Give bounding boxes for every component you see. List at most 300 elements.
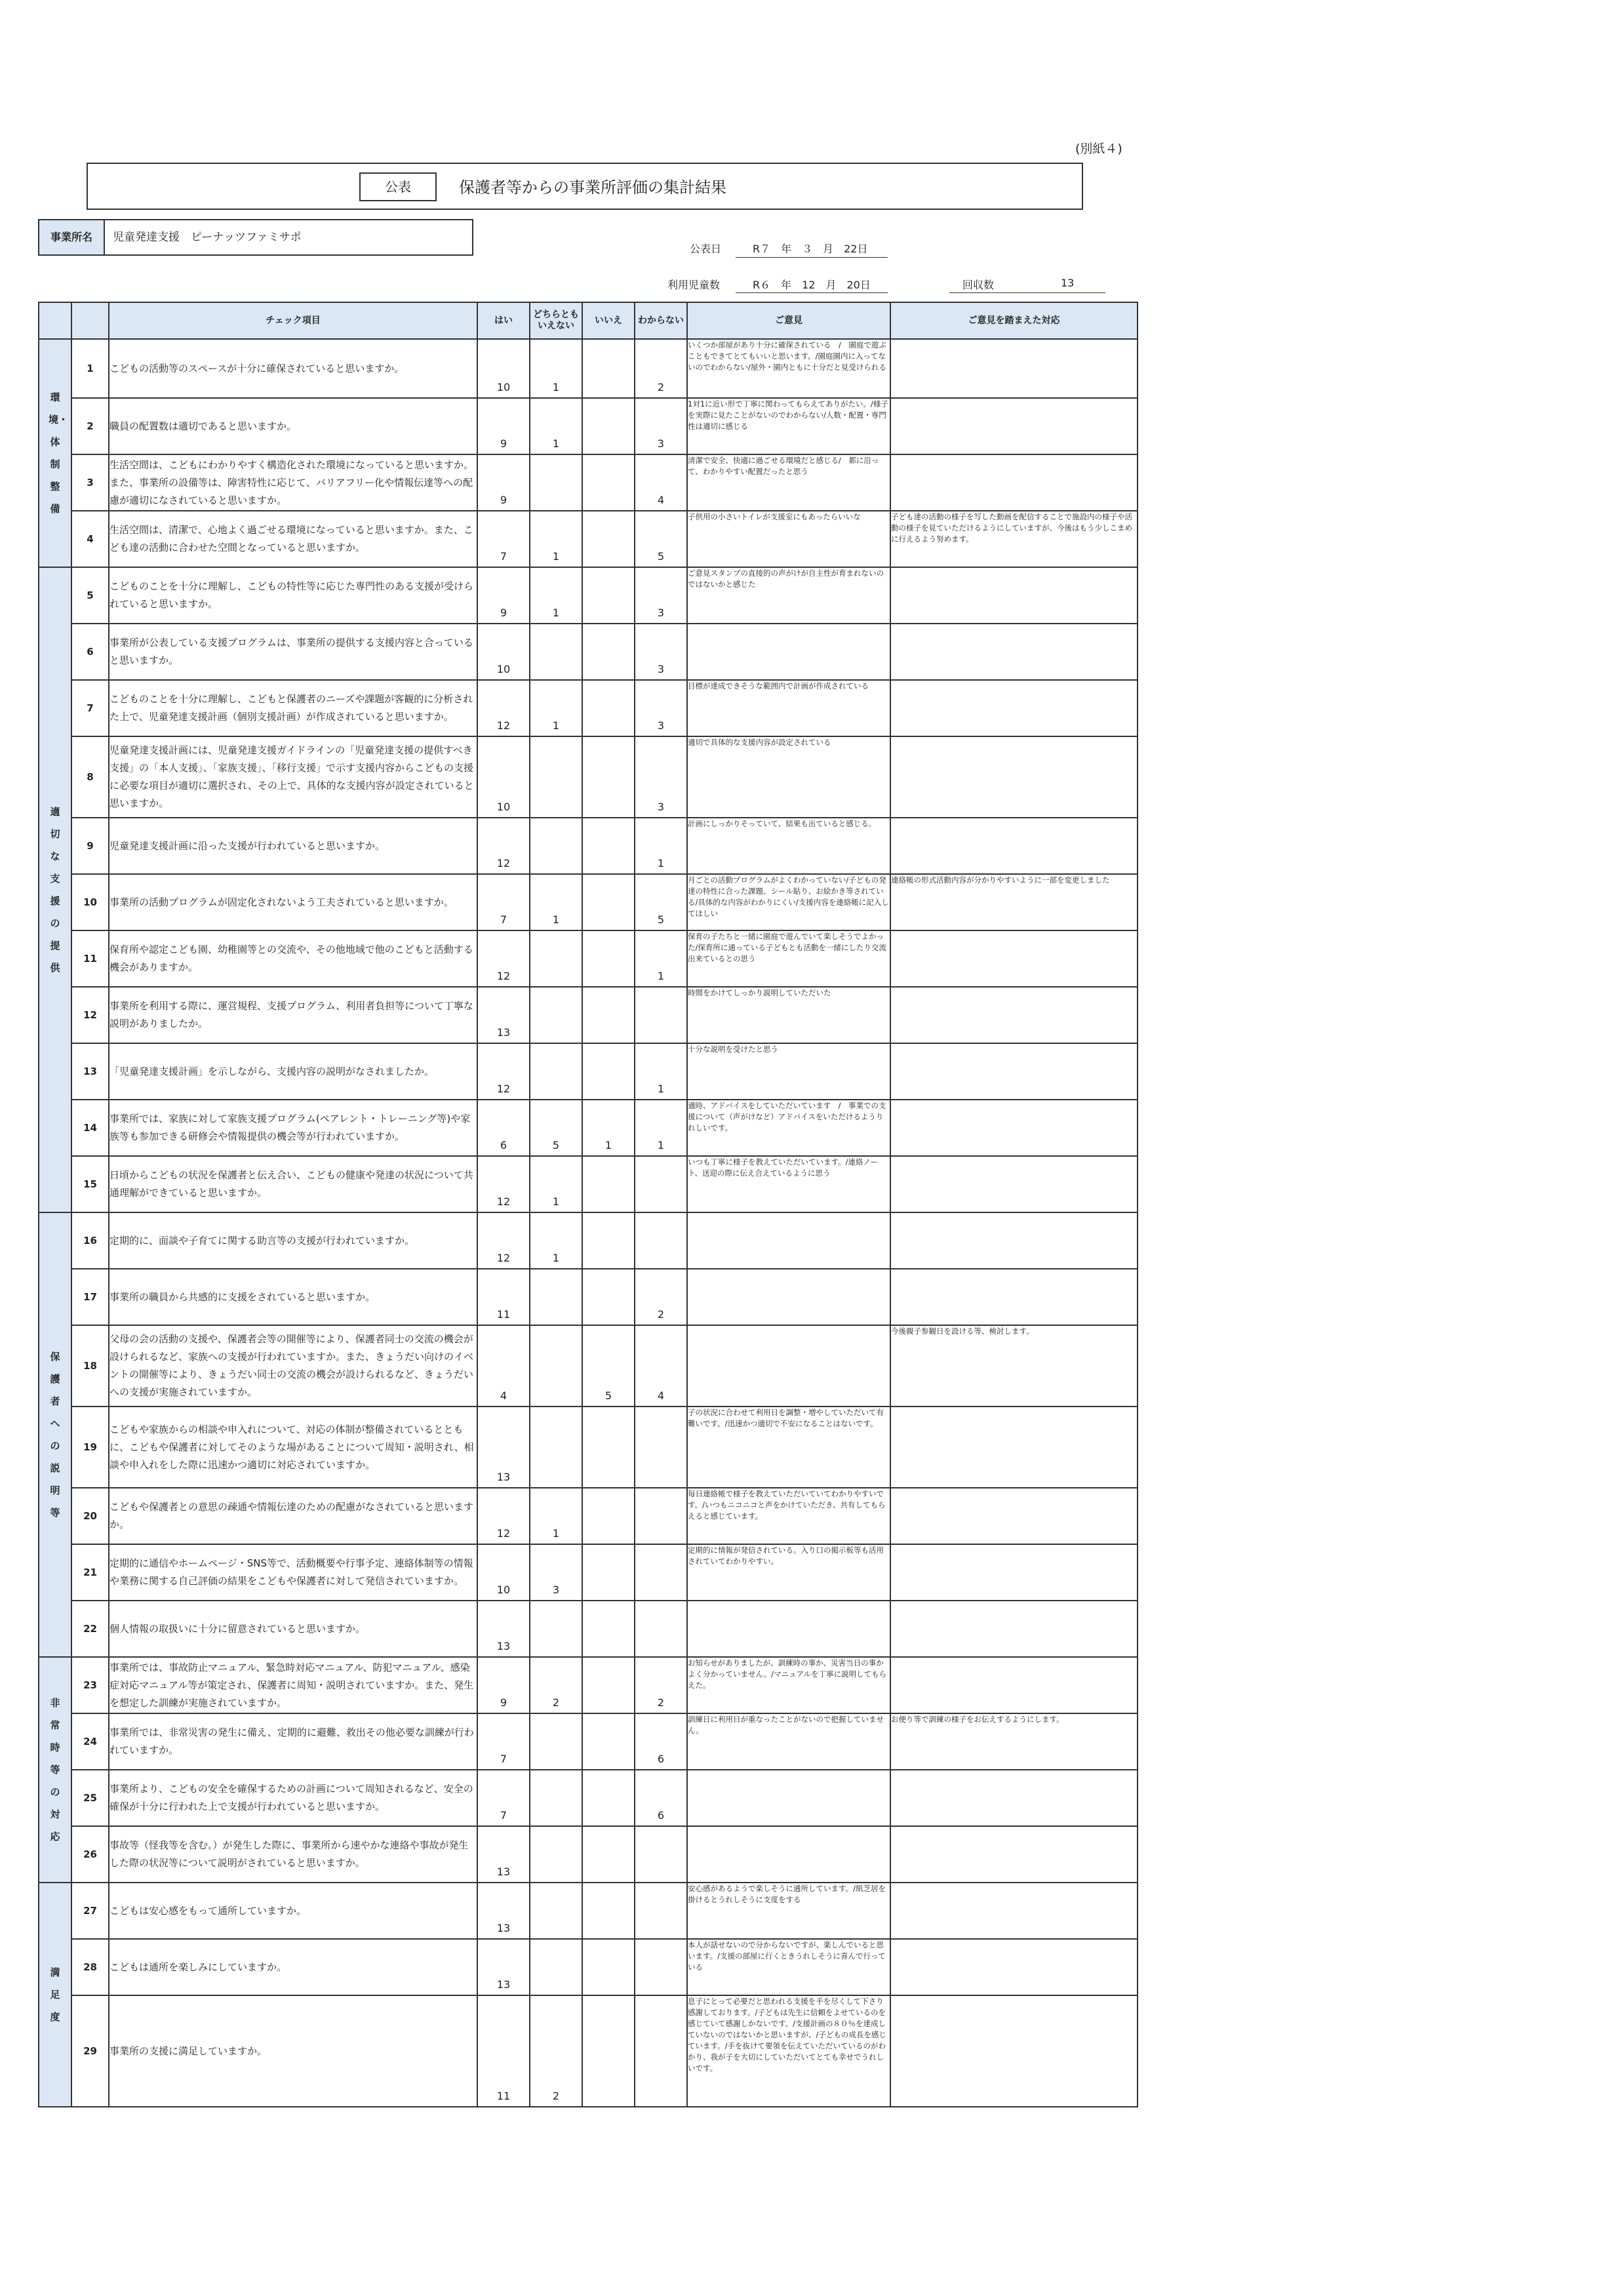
item-number: 10 <box>71 874 109 930</box>
table-row <box>39 1713 1138 1770</box>
count-unknown <box>635 930 687 987</box>
check-item-text: 事業所の活動プログラムが固定化されないよう工夫されていると思いますか。 <box>109 874 477 930</box>
count-unknown <box>635 1269 687 1325</box>
item-number: 8 <box>71 736 109 818</box>
count-yes-value: 12 <box>496 970 511 982</box>
count-neither <box>530 874 582 930</box>
count-unknown-value: 2 <box>657 1696 665 1709</box>
check-item-text: こどもは通所を楽しみにしていますか。 <box>109 1939 477 1995</box>
category-label: 環境・体制整備 <box>49 391 69 515</box>
count-yes <box>477 1156 530 1212</box>
count-unknown <box>635 1156 687 1212</box>
check-item-text: 生活空間は、こどもにわかりやすく構造化された環境になっていると思いますか。また、事業所の設備等は、障害特性に応じて、バリアフリー化や情報伝達等への配慮が適切になされていると思いますか。 <box>109 454 477 511</box>
count-unknown <box>635 1100 687 1156</box>
count-neither-value: 2 <box>552 2090 560 2102</box>
count-no <box>582 1939 635 1995</box>
item-number: 26 <box>71 1826 109 1883</box>
count-yes-value: 7 <box>500 550 507 563</box>
item-number: 22 <box>71 1601 109 1657</box>
count-yes-value: 13 <box>496 1866 511 1878</box>
count-unknown <box>635 736 687 818</box>
count-unknown <box>635 454 687 511</box>
check-item-text: 児童発達支援計画に沿った支援が行われていると思いますか。 <box>109 818 477 874</box>
count-yes <box>477 1939 530 1995</box>
table-row <box>39 1043 1138 1100</box>
count-neither-value: 1 <box>552 437 560 450</box>
table-row <box>39 1156 1138 1212</box>
check-item-text: 事業所を利用する際に、運営規程、支援プログラム、利用者負担等について丁寧な説明がありましたか。 <box>109 987 477 1043</box>
response-cell <box>890 454 1138 511</box>
header-number <box>71 302 109 339</box>
count-yes <box>477 339 530 398</box>
count-neither <box>530 398 582 454</box>
count-unknown <box>635 624 687 680</box>
item-number: 1 <box>71 339 109 398</box>
opinion-cell: いくつか部屋があり十分に確保されている / 園庭で遊ぶこともできてとてもいいと思います。/園庭園内に入ってないのでわからない/屋外・園内ともに十分だと見受けられる <box>687 339 890 398</box>
count-unknown-value: 3 <box>657 607 665 619</box>
office-name: 児童発達支援 ピーナッツファミサポ <box>113 231 302 244</box>
count-unknown <box>635 1770 687 1826</box>
count-yes-value: 12 <box>496 1252 511 1264</box>
opinion-cell: お知らせがありましたが、訓練時の事か、災害当日の事かよく分かっていません。/マニュアルを丁寧に説明してもらえた。 <box>687 1657 890 1713</box>
responses-underline <box>949 292 1105 293</box>
table-row <box>39 736 1138 818</box>
count-neither <box>530 511 582 567</box>
count-neither-value: 3 <box>552 1584 560 1596</box>
count-unknown <box>635 818 687 874</box>
check-item-text: 事業所では、非常災害の発生に備え、定期的に避難、救出その他必要な訓練が行われていますか。 <box>109 1713 477 1770</box>
count-no-value: 5 <box>604 1389 612 1402</box>
count-unknown <box>635 1601 687 1657</box>
opinion-cell: 子の状況に合わせて利用日を調整・増やしていただいて有難いです。/迅速かつ適切で不安になることはないです。 <box>687 1407 890 1488</box>
count-unknown <box>635 1407 687 1488</box>
count-unknown-value: 3 <box>657 719 665 732</box>
table-header-row <box>39 302 1138 339</box>
count-neither <box>530 818 582 874</box>
count-neither <box>530 1156 582 1212</box>
response-cell <box>890 987 1138 1043</box>
count-yes-value: 10 <box>496 1584 511 1596</box>
count-no <box>582 1269 635 1325</box>
table-row <box>39 567 1138 624</box>
count-neither <box>530 1043 582 1100</box>
count-yes <box>477 1043 530 1100</box>
count-yes <box>477 987 530 1043</box>
count-no <box>582 987 635 1043</box>
count-yes-value: 9 <box>500 437 507 450</box>
item-number: 21 <box>71 1544 109 1601</box>
category-label: 満足度 <box>50 1966 60 2023</box>
count-neither <box>530 1325 582 1407</box>
count-no <box>582 1100 635 1156</box>
count-neither <box>530 454 582 511</box>
item-number: 12 <box>71 987 109 1043</box>
check-item-text: 事業所より、こどもの安全を確保するための計画について周知されるなど、安全の確保が十分に行われた上で支援が行われていると思いますか。 <box>109 1770 477 1826</box>
count-yes <box>477 1601 530 1657</box>
check-item-text: こどものことを十分に理解し、こどもの特性等に応じた専門性のある支援が受けられていると思いますか。 <box>109 567 477 624</box>
count-unknown <box>635 567 687 624</box>
response-cell <box>890 1995 1138 2107</box>
opinion-cell: 毎日連絡帳で様子を教えていただいていてわかりやすいです。/いつもニコニコと声をかけていただき、共有してもらえると感じています。 <box>687 1488 890 1544</box>
category-cell <box>39 1657 71 1883</box>
count-unknown <box>635 1939 687 1995</box>
count-yes-value: 9 <box>500 494 507 506</box>
category-cell <box>39 1883 71 2107</box>
count-unknown-value: 1 <box>657 1139 665 1151</box>
opinion-cell: 十分な説明を受けたと思う <box>687 1043 890 1100</box>
count-unknown <box>635 874 687 930</box>
check-item-text: 定期的に、面談や子育てに関する助言等の支援が行われていますか。 <box>109 1212 477 1269</box>
count-yes <box>477 1770 530 1826</box>
response-cell <box>890 1939 1138 1995</box>
count-unknown <box>635 1826 687 1883</box>
opinion-cell: 子供用の小さいトイレが支援室にもあったらいいな <box>687 511 890 567</box>
table-row <box>39 1657 1138 1713</box>
count-unknown <box>635 1883 687 1939</box>
item-number: 13 <box>71 1043 109 1100</box>
count-yes <box>477 680 530 736</box>
count-yes-value: 4 <box>500 1389 507 1402</box>
count-no <box>582 1156 635 1212</box>
count-neither <box>530 567 582 624</box>
response-cell <box>890 567 1138 624</box>
item-number: 20 <box>71 1488 109 1544</box>
count-neither <box>530 1826 582 1883</box>
count-yes-value: 9 <box>500 1696 507 1709</box>
check-item-text: 「児童発達支援計画」を示しながら、支援内容の説明がなされましたか。 <box>109 1043 477 1100</box>
category-label: 非常時等の対応 <box>50 1697 60 1843</box>
response-cell <box>890 1657 1138 1713</box>
count-neither-value: 1 <box>552 1252 560 1264</box>
count-neither-value: 2 <box>552 1696 560 1709</box>
table-row <box>39 1544 1138 1601</box>
count-no <box>582 1883 635 1939</box>
count-neither <box>530 1713 582 1770</box>
count-yes <box>477 930 530 987</box>
count-yes <box>477 1269 530 1325</box>
item-number: 28 <box>71 1939 109 1995</box>
response-cell <box>890 1100 1138 1156</box>
count-neither <box>530 1995 582 2107</box>
item-number: 14 <box>71 1100 109 1156</box>
count-no <box>582 818 635 874</box>
count-yes <box>477 511 530 567</box>
header-neither: どちらともいえない <box>530 302 582 339</box>
count-yes <box>477 1407 530 1488</box>
check-item-text: 事業所の支援に満足していますか。 <box>109 1995 477 2107</box>
count-unknown <box>635 1544 687 1601</box>
opinion-cell: 計画にしっかりそっていて、結果も出ていると感じる。 <box>687 818 890 874</box>
count-unknown-value: 5 <box>657 913 665 926</box>
count-yes-value: 10 <box>496 381 511 393</box>
count-no <box>582 930 635 987</box>
item-number: 2 <box>71 398 109 454</box>
count-yes <box>477 818 530 874</box>
table-row <box>39 1407 1138 1488</box>
opinion-cell: 保育の子たちと一緒に園庭で遊んでいて楽しそうでよかった/保育所に通っている子どもとも活動を一緒にしたり交流出来ているとの思う <box>687 930 890 987</box>
count-unknown <box>635 987 687 1043</box>
opinion-cell: ご意見スタンプの直接的の声がけが自主性が育まれないのではないかと感じた <box>687 567 890 624</box>
count-no <box>582 1043 635 1100</box>
count-neither <box>530 1770 582 1826</box>
count-unknown <box>635 1488 687 1544</box>
count-no <box>582 1407 635 1488</box>
table-row <box>39 1995 1138 2107</box>
count-yes <box>477 1657 530 1713</box>
count-yes <box>477 1100 530 1156</box>
count-unknown <box>635 1657 687 1713</box>
count-neither-value: 1 <box>552 913 560 926</box>
response-cell <box>890 624 1138 680</box>
count-yes-value: 13 <box>496 1978 511 1991</box>
item-number: 19 <box>71 1407 109 1488</box>
count-unknown <box>635 1713 687 1770</box>
count-unknown-value: 2 <box>657 1308 665 1321</box>
count-yes-value: 12 <box>496 719 511 732</box>
count-no <box>582 1488 635 1544</box>
response-cell <box>890 736 1138 818</box>
response-cell <box>890 818 1138 874</box>
table-row <box>39 680 1138 736</box>
count-yes-value: 13 <box>496 1640 511 1652</box>
header-no: いいえ <box>582 302 635 339</box>
responses-label: 回収数 <box>962 279 995 291</box>
header-category <box>39 302 71 339</box>
opinion-cell: いつも丁寧に様子を教えていただいています。/連絡ノート、送迎の際に伝え合えているように思う <box>687 1156 890 1212</box>
count-yes <box>477 874 530 930</box>
count-yes <box>477 1544 530 1601</box>
table-row <box>39 398 1138 454</box>
count-unknown-value: 1 <box>657 970 665 982</box>
item-number: 4 <box>71 511 109 567</box>
count-unknown-value: 3 <box>657 437 665 450</box>
table-row <box>39 987 1138 1043</box>
count-unknown-value: 6 <box>657 1753 665 1765</box>
response-cell <box>890 1770 1138 1826</box>
count-unknown-value: 2 <box>657 381 665 393</box>
opinion-cell: 安心感があるようで楽しそうに通所しています。/紙芝居を掛けるとうれしそうに支度をする <box>687 1883 890 1939</box>
publish-date-underline <box>736 257 888 258</box>
count-yes-value: 7 <box>500 1809 507 1822</box>
count-unknown-value: 4 <box>657 1389 665 1402</box>
attachment-label: (別紙４) <box>1075 142 1122 156</box>
opinion-cell: 定期的に情報が発信されている。入り口の掲示板等も活用されていてわかりやすい。 <box>687 1544 890 1601</box>
table-row <box>39 1770 1138 1826</box>
count-no <box>582 874 635 930</box>
item-number: 27 <box>71 1883 109 1939</box>
count-neither <box>530 930 582 987</box>
response-cell <box>890 680 1138 736</box>
publish-date: R７ 年 ３ 月 22日 <box>753 243 868 255</box>
table-row <box>39 624 1138 680</box>
table-row <box>39 1325 1138 1407</box>
check-item-text: 職員の配置数は適切であると思いますか。 <box>109 398 477 454</box>
opinion-cell: 目標が達成できそうな範囲内で計画が作成されている <box>687 680 890 736</box>
count-neither <box>530 736 582 818</box>
count-unknown-value: 6 <box>657 1809 665 1822</box>
count-no <box>582 1601 635 1657</box>
count-neither-value: 1 <box>552 550 560 563</box>
count-yes <box>477 1883 530 1939</box>
count-yes <box>477 624 530 680</box>
count-yes-value: 10 <box>496 801 511 813</box>
table-row <box>39 1488 1138 1544</box>
item-number: 25 <box>71 1770 109 1826</box>
table-row <box>39 454 1138 511</box>
table-row <box>39 1100 1138 1156</box>
check-item-text: 事故等（怪我等を含む。）が発生した際に、事業所から速やかな連絡や事故が発生した際の状況等について説明がされていると思いますか。 <box>109 1826 477 1883</box>
table-row <box>39 1939 1138 1995</box>
count-unknown-value: 1 <box>657 857 665 869</box>
check-item-text: こどものことを十分に理解し、こどもと保護者のニーズや課題が客観的に分析された上で、児童発達支援計画（個別支援計画）が作成されていると思いますか。 <box>109 680 477 736</box>
count-unknown-value: 5 <box>657 550 665 563</box>
count-neither <box>530 1544 582 1601</box>
count-no <box>582 736 635 818</box>
count-no <box>582 1657 635 1713</box>
opinion-cell <box>687 1826 890 1883</box>
check-item-text: こどもや家族からの相談や申入れについて、対応の体制が整備されているとともに、こどもや保護者に対してそのような場があることについて周知・説明され、相談や申入れをした際に迅速かつ適切に対応されていますか。 <box>109 1407 477 1488</box>
check-item-text: こどもや保護者との意思の疎通や情報伝達のための配慮がなされていると思いますか。 <box>109 1488 477 1544</box>
category-label: 適切な支援の提供 <box>50 806 60 974</box>
count-yes-value: 9 <box>500 607 507 619</box>
evaluation-table <box>38 302 1138 2107</box>
count-neither-value: 1 <box>552 381 560 393</box>
count-yes-value: 12 <box>496 1083 511 1095</box>
responses-value: 13 <box>1061 277 1075 289</box>
count-no <box>582 567 635 624</box>
count-no <box>582 454 635 511</box>
check-item-text: 定期的に通信やホームページ・SNS等で、活動概要や行事予定、連絡体制等の情報や業務に関する自己評価の結果をこどもや保護者に対して発信されていますか。 <box>109 1544 477 1601</box>
item-number: 6 <box>71 624 109 680</box>
count-no <box>582 624 635 680</box>
count-yes-value: 13 <box>496 1922 511 1934</box>
count-no-value: 1 <box>604 1139 612 1151</box>
item-number: 29 <box>71 1995 109 2107</box>
count-neither <box>530 1657 582 1713</box>
opinion-cell <box>687 1212 890 1269</box>
count-yes <box>477 1325 530 1407</box>
count-neither <box>530 1601 582 1657</box>
child-count-underline <box>736 292 888 293</box>
count-unknown-value: 3 <box>657 663 665 675</box>
count-neither <box>530 680 582 736</box>
count-neither <box>530 1100 582 1156</box>
opinion-cell: 適切で具体的な支援内容が設定されている <box>687 736 890 818</box>
page-title: 保護者等からの事業所評価の集計結果 <box>459 178 726 197</box>
public-badge: 公表 <box>359 172 437 201</box>
count-no <box>582 1544 635 1601</box>
check-item-text: 事業所が公表している支援プログラムは、事業所の提供する支援内容と合っていると思いますか。 <box>109 624 477 680</box>
check-item-text: 日頃からこどもの状況を保護者と伝え合い、こどもの健康や発達の状況について共通理解ができていると思いますか。 <box>109 1156 477 1212</box>
opinion-cell: 適時、アドバイスをしていただいています / 事業での支援について（声がけなど）アドバイスをいただけるようりれしいです。 <box>687 1100 890 1156</box>
item-number: 3 <box>71 454 109 511</box>
item-number: 24 <box>71 1713 109 1770</box>
opinion-cell: 時間をかけてしっかり説明していただいた <box>687 987 890 1043</box>
table-row <box>39 930 1138 987</box>
count-neither <box>530 1939 582 1995</box>
response-cell <box>890 1883 1138 1939</box>
category-cell <box>39 1212 71 1657</box>
response-cell <box>890 1043 1138 1100</box>
item-number: 23 <box>71 1657 109 1713</box>
count-neither-value: 1 <box>552 1527 560 1540</box>
count-unknown-value: 3 <box>657 801 665 813</box>
count-unknown <box>635 1043 687 1100</box>
count-no <box>582 339 635 398</box>
check-item-text: こどもの活動等のスペースが十分に確保されていると思いますか。 <box>109 339 477 398</box>
count-neither <box>530 1269 582 1325</box>
count-no <box>582 1212 635 1269</box>
opinion-cell: 清潔で安全、快適に過ごせる環境だと感じる/ 都に沿って、わかりやすい配置だったと思う <box>687 454 890 511</box>
count-neither-value: 1 <box>552 719 560 732</box>
check-item-text: 事業所の職員から共感的に支援をされていると思いますか。 <box>109 1269 477 1325</box>
count-neither <box>530 987 582 1043</box>
check-item-text: 父母の会の活動の支援や、保護者会等の開催等により、保護者同士の交流の機会が設けられるなど、家族への支援が行われていますか。また、きょうだい向けのイベントの開催等により、きょうだい同士の交流の機会が設けられるなど、きょうだいへの支援が実施されていますか。 <box>109 1325 477 1407</box>
child-count-label: 利用児童数 <box>667 279 721 291</box>
count-unknown-value: 4 <box>657 494 665 506</box>
response-cell <box>890 1156 1138 1212</box>
table-row <box>39 1883 1138 1939</box>
count-yes-value: 13 <box>496 1471 511 1483</box>
opinion-cell <box>687 1770 890 1826</box>
count-yes-value: 12 <box>496 1195 511 1208</box>
table-row <box>39 1826 1138 1883</box>
check-item-text: こどもは安心感をもって通所していますか。 <box>109 1883 477 1939</box>
response-cell: お便り等で訓練の様子をお伝えするようにします。 <box>890 1713 1138 1770</box>
count-yes-value: 12 <box>496 857 511 869</box>
count-yes <box>477 1488 530 1544</box>
count-yes <box>477 1212 530 1269</box>
count-neither <box>530 339 582 398</box>
opinion-cell <box>687 1325 890 1407</box>
category-label: 保護者への説明等 <box>50 1351 60 1519</box>
response-cell <box>890 398 1138 454</box>
count-yes <box>477 736 530 818</box>
count-yes-value: 7 <box>500 1753 507 1765</box>
count-unknown <box>635 680 687 736</box>
category-cell <box>39 339 71 567</box>
opinion-cell <box>687 1601 890 1657</box>
count-neither <box>530 624 582 680</box>
table-row <box>39 874 1138 930</box>
response-cell <box>890 1826 1138 1883</box>
check-item-text: 事業所では、事故防止マニュアル、緊急時対応マニュアル、防犯マニュアル、感染症対応マニュアル等が策定され、保護者に周知・説明されていますか。また、発生を想定した訓練が実施されていますか。 <box>109 1657 477 1713</box>
count-unknown-value: 1 <box>657 1083 665 1095</box>
count-no <box>582 1325 635 1407</box>
count-no <box>582 1826 635 1883</box>
header-yes: はい <box>477 302 530 339</box>
response-cell <box>890 1269 1138 1325</box>
office-box <box>38 219 473 256</box>
item-number: 11 <box>71 930 109 987</box>
opinion-cell: 1対1に近い形で丁寧に関わってもらえてありがたい。/様子を実際に見たことがないのでわからない/人数・配置・専門性は適切に感じる <box>687 398 890 454</box>
count-neither-value: 1 <box>552 607 560 619</box>
count-neither-value: 5 <box>552 1139 560 1151</box>
opinion-cell <box>687 1269 890 1325</box>
count-unknown <box>635 511 687 567</box>
count-unknown <box>635 398 687 454</box>
item-number: 18 <box>71 1325 109 1407</box>
check-item-text: 生活空間は、清潔で、心地よく過ごせる環境になっていると思いますか。また、こども達の活動に合わせた空間となっていると思いますか。 <box>109 511 477 567</box>
check-item-text: 児童発達支援計画には、児童発達支援ガイドラインの「児童発達支援の提供すべき支援」の「本人支援」、「家族支援」、「移行支援」で示す支援内容からこどもの支援に必要な項目が適切に選択され、その上で、具体的な支援内容が設定されていると思いますか。 <box>109 736 477 818</box>
category-cell <box>39 567 71 1212</box>
count-neither <box>530 1212 582 1269</box>
table-row <box>39 1212 1138 1269</box>
count-neither <box>530 1883 582 1939</box>
count-neither <box>530 1488 582 1544</box>
count-yes-value: 6 <box>500 1139 507 1151</box>
count-unknown <box>635 1995 687 2107</box>
